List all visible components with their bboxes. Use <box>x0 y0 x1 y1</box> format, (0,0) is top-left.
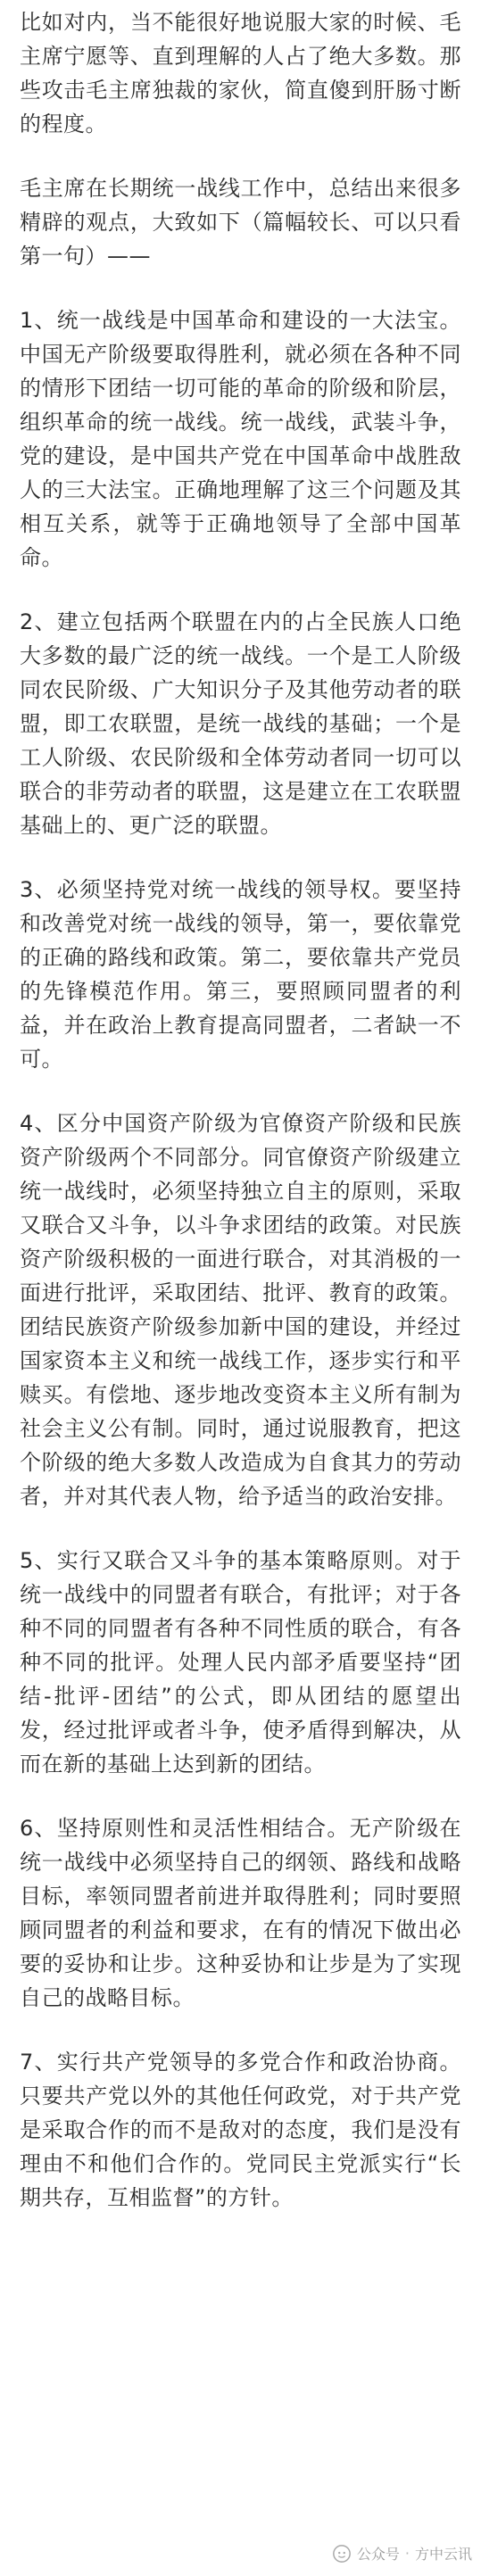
paragraph-intro: 比如对内，当不能很好地说服大家的时候、毛主席宁愿等、直到理解的人占了绝大多数。那些攻击毛主席独裁的家伙，简直傻到肝肠寸断的程度。 <box>20 10 461 137</box>
paragraph-point-7: 7、实行共产党领导的多党合作和政治协商。只要共产党以外的其他任何政党，对于共产党是采取合作的而不是敌对的态度，我们是没有理由不和他们合作的。党同民主党派实行“长期共存，互相监督”的方针。 <box>20 2050 461 2210</box>
paragraph-point-1: 1、统一战线是中国革命和建设的一大法宝。中国无产阶级要取得胜利，就必须在各种不同的情形下团结一切可能的革命的阶级和阶层，组织革命的统一战线。统一战线，武装斗争，党的建设，是中国共产党在中国革命中战胜敌人的三大法宝。正确地理解了这三个问题及其相互关系，就等于正确地领导了全部中国革命。 <box>20 308 461 570</box>
watermark-account-name: 方中云讯 <box>414 2546 472 2563</box>
article-body <box>0 5 481 2576</box>
paragraph-point-5: 5、实行又联合又斗争的基本策略原则。对于统一战线中的同盟者有联合，有批评；对于各种不同的同盟者有各种不同性质的联合，有各种不同的批评。处理人民内部矛盾要坚持“团结-批评-团结”的公式，即从团结的愿望出发，经过批评或者斗争，使矛盾得到解决，从而在新的基础上达到新的团结。 <box>20 1548 461 1777</box>
watermark-source-label: 公众号 <box>356 2546 400 2563</box>
paragraph-point-2: 2、建立包括两个联盟在内的占全民族人口绝大多数的最广泛的统一战线。一个是工人阶级同农民阶级、广大知识分子及其他劳动者的联盟，即工农联盟，是统一战线的基础；一个是工人阶级、农民阶级和全体劳动者同一切可以联合的非劳动者的联盟，这是建立在工农联盟基础上的、更广泛的联盟。 <box>20 609 461 838</box>
paragraph-point-6: 6、坚持原则性和灵活性相结合。无产阶级在统一战线中必须坚持自己的纲领、路线和战略目标，率领同盟者前进并取得胜利；同时要照顾同盟者的利益和要求，在有的情况下做出必要的妥协和让步。这种妥协和让步是为了实现自己的战略目标。 <box>20 1816 461 2010</box>
paragraph-point-4: 4、区分中国资产阶级为官僚资产阶级和民族资产阶级两个不同部分。同官僚资产阶级建立统一战线时，必须坚持独立自主的原则，采取又联合又斗争，以斗争求团结的政策。对民族资产阶级积极的一面进行联合，对其消极的一面进行批评，采取团结、批评、教育的政策。团结民族资产阶级参加新中国的建设，并经过国家资本主义和统一战线工作，逐步实行和平赎买。有偿地、逐步地改变资本主义所有制为社会主义公有制。同时，通过说服教育，把这个阶级的绝大多数人改造成为自食其力的劳动者，并对其代表人物，给予适当的政治安排。 <box>20 1111 461 1509</box>
wechat-official-account-icon <box>332 2544 352 2564</box>
source-watermark <box>332 2543 472 2564</box>
watermark-separator: · <box>404 2545 410 2562</box>
paragraph-summary: 毛主席在长期统一战线工作中，总结出来很多精辟的观点，大致如下（篇幅较长、可以只看第一句）—— <box>20 176 461 269</box>
paragraph-point-3: 3、必须坚持党对统一战线的领导权。要坚持和改善党对统一战线的领导，第一，要依靠党的正确的路线和政策。第二，要依靠共产党员的先锋模范作用。第三，要照顾同盟者的利益，并在政治上教育提高同盟者，二者缺一不可。 <box>20 877 461 1072</box>
